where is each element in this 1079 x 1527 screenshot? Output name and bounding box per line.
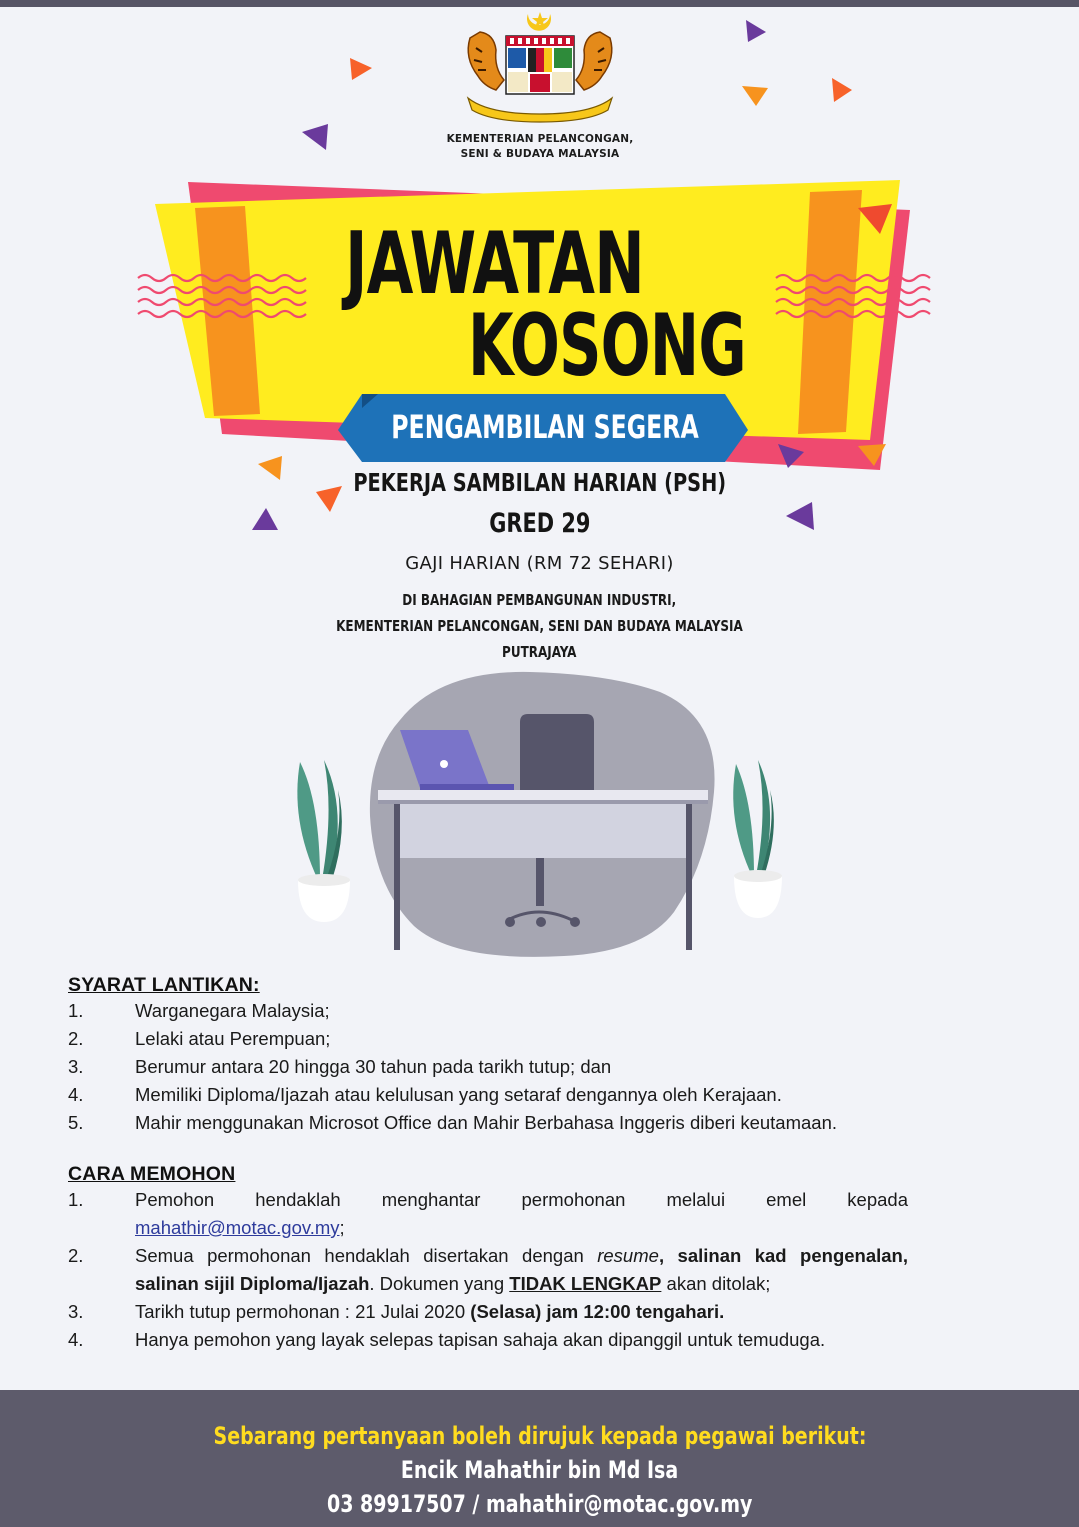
list-item: 5. Mahir menggunakan Microsot Office dan Mahir Berbahasa Inggeris diberi keutamaan. bbox=[68, 1112, 838, 1133]
list-item: 1. Warganegara Malaysia; bbox=[68, 1000, 330, 1021]
ribbon-label: PENGAMBILAN SEGERA bbox=[391, 408, 699, 446]
list-item: 4. Hanya pemohon yang layak selepas tapisan sahaja akan dipanggil untuk temuduga. bbox=[68, 1329, 826, 1350]
title-jawatan: JAWATAN bbox=[345, 214, 644, 314]
position-name: PEKERJA SAMBILAN HARIAN (PSH) bbox=[353, 468, 726, 497]
list-item: 2. Lelaki atau Perempuan; bbox=[68, 1028, 331, 1049]
contact-name: Encik Mahathir bin Md Isa bbox=[400, 1456, 679, 1484]
location-line-2: KEMENTERIAN PELANCONGAN, SENI DAN BUDAYA MALAYSIA bbox=[336, 617, 743, 635]
requirements-heading: SYARAT LANTIKAN: bbox=[68, 974, 260, 996]
list-item: 3. Tarikh tutup permohonan : 21 Julai 2020 (Selasa) jam 12:00 tengahari. bbox=[68, 1301, 725, 1322]
ministry-line-1: KEMENTERIAN PELANCONGAN, bbox=[446, 133, 634, 145]
apply-heading: CARA MEMOHON bbox=[68, 1163, 236, 1185]
list-item: 2. Semua permohonan hendaklah disertakan dengan resume, salinan kad pengenalan, salinan sijil Diploma/Ijazah. Dokumen yang TIDAK LENGKAP akan ditolak; bbox=[68, 1245, 908, 1294]
location-line-3: PUTRAJAYA bbox=[502, 643, 577, 661]
title-kosong: KOSONG bbox=[468, 296, 746, 396]
position-salary: GAJI HARIAN (RM 72 SEHARI) bbox=[405, 553, 674, 574]
position-grade: GRED 29 bbox=[488, 508, 591, 539]
list-item: 4. Memiliki Diploma/Ijazah atau kelulusan yang setaraf dengannya oleh Kerajaan. bbox=[68, 1084, 782, 1105]
office-desk-illustration bbox=[280, 668, 800, 988]
ministry-line-2: SENI & BUDAYA MALAYSIA bbox=[460, 148, 620, 160]
list-item: 1. Pemohon hendaklah menghantar permohonan melalui emel kepada mahathir@motac.gov.my; bbox=[68, 1189, 908, 1238]
contact-details: 03 89917507 / mahathir@motac.gov.my bbox=[326, 1490, 753, 1518]
requirements-list bbox=[68, 997, 908, 1137]
apply-list bbox=[68, 1186, 908, 1354]
inquiry-text: Sebarang pertanyaan boleh dirujuk kepada pegawai berikut: bbox=[213, 1422, 866, 1450]
location-line-1: DI BAHAGIAN PEMBANGUNAN INDUSTRI, bbox=[402, 591, 677, 609]
requirements-section bbox=[68, 974, 908, 1137]
apply-email-link[interactable]: mahathir@motac.gov.my bbox=[135, 1217, 340, 1238]
apply-section bbox=[68, 1163, 908, 1354]
incomplete-warning: TIDAK LENGKAP bbox=[509, 1273, 662, 1294]
list-item: 3. Berumur antara 20 hingga 30 tahun pada tarikh tutup; dan bbox=[68, 1056, 612, 1077]
